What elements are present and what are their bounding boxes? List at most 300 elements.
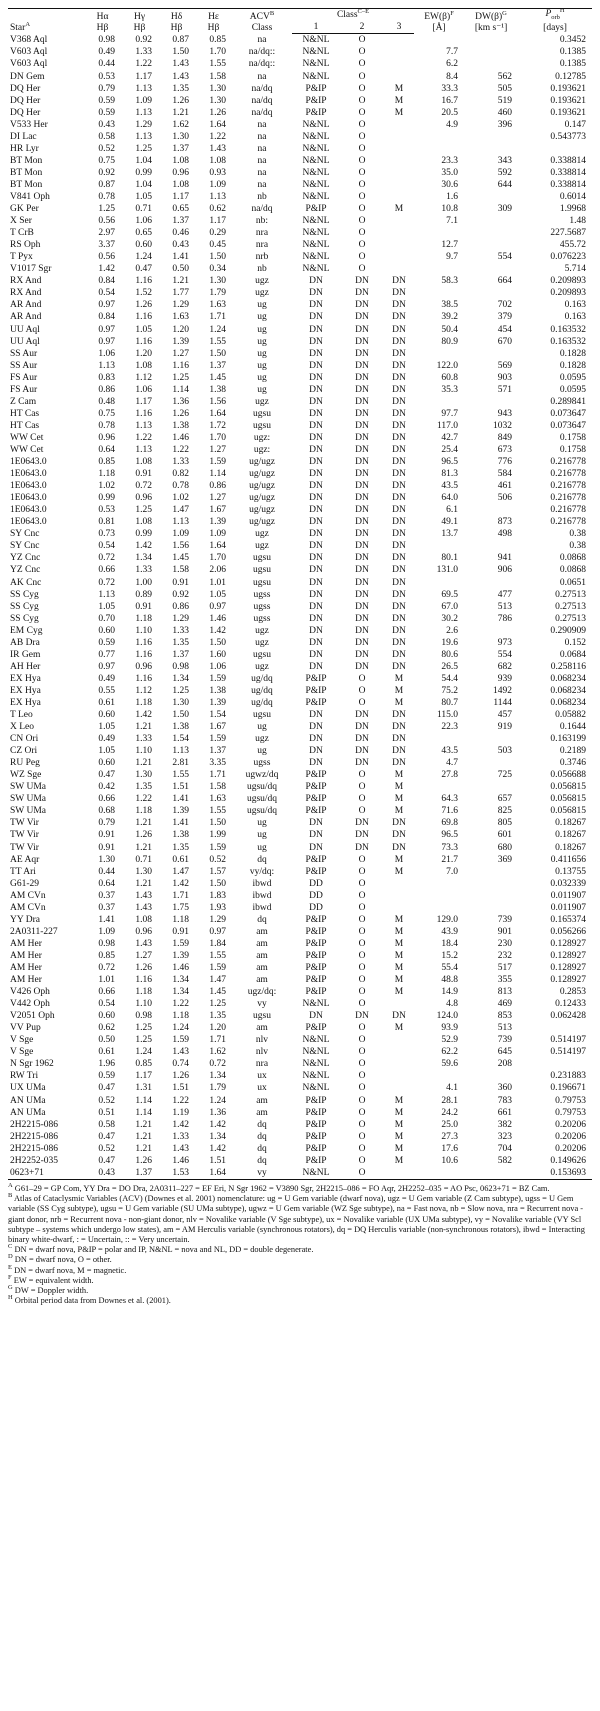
cell-star: IR Gem <box>10 649 41 660</box>
cell-hd: 1.37 <box>172 216 189 227</box>
table-body <box>8 34 592 1179</box>
cell-class2: DN <box>355 432 369 443</box>
cell-he: 1.43 <box>209 143 226 154</box>
cell-dw: 813 <box>497 987 513 998</box>
cell-hd: 1.43 <box>172 59 189 70</box>
table-row <box>8 360 592 372</box>
note-marker: G <box>8 1284 13 1292</box>
cell-star: AN UMa <box>10 1107 46 1118</box>
cell-acv: ug/dq <box>251 685 273 696</box>
cell-ew: 62.2 <box>441 1047 459 1058</box>
cell-he: 1.45 <box>209 372 226 383</box>
cell-porb: 0.1644 <box>559 722 587 733</box>
cell-acv: dq <box>257 1131 267 1142</box>
cell-class1: DN <box>309 625 323 636</box>
cell-class2: DN <box>355 625 369 636</box>
cell-he: 0.45 <box>209 240 226 251</box>
cell-he: 0.29 <box>209 228 226 239</box>
cell-class1: P&IP <box>305 1119 327 1130</box>
cell-star: SY Cnc <box>10 529 40 540</box>
cell-acv: ugss <box>253 758 271 769</box>
table-row <box>8 1082 592 1094</box>
cell-class2: O <box>358 1023 366 1034</box>
cell-ha: 0.70 <box>98 613 115 624</box>
cell-class3: M <box>394 1119 404 1130</box>
cell-ha: 0.42 <box>98 782 115 793</box>
cell-acv: na <box>257 131 267 142</box>
cell-he: 0.97 <box>209 926 226 937</box>
cell-he: 1.58 <box>209 782 226 793</box>
cell-class1: P&IP <box>305 1023 327 1034</box>
cell-ha: 0.44 <box>98 59 115 70</box>
cell-ew <box>414 1167 464 1180</box>
cell-class1: P&IP <box>305 854 327 865</box>
table-row <box>8 878 592 890</box>
cell-he: 0.52 <box>209 854 226 865</box>
cell-ew: 69.8 <box>441 818 459 829</box>
cell-he: 1.39 <box>209 517 226 528</box>
cell-hg: 1.16 <box>135 408 152 419</box>
table-row <box>8 384 592 396</box>
cell-class1: N&NL <box>302 119 330 130</box>
cell-class3: DN <box>392 420 406 431</box>
table-row <box>8 528 592 540</box>
cell-class1: DD <box>309 890 323 901</box>
cell-ha: 1.09 <box>98 926 115 937</box>
cell-class3: M <box>394 806 404 817</box>
cell-porb: 0.514197 <box>550 1047 587 1058</box>
cell-star: FS Aur <box>10 384 38 395</box>
cell-class3: DN <box>392 517 406 528</box>
cell-hd: 0.46 <box>172 228 189 239</box>
cell-porb: 0.062428 <box>550 1011 587 1022</box>
cell-ha: 0.55 <box>98 685 115 696</box>
cell-class3: M <box>394 1023 404 1034</box>
cell-class1: DN <box>309 722 323 733</box>
cell-dw: 469 <box>497 999 513 1010</box>
cell-class1: P&IP <box>305 1095 327 1106</box>
cell-ew <box>414 577 464 589</box>
cell-class3: M <box>394 770 404 781</box>
cell-class1: P&IP <box>305 1131 327 1142</box>
cell-hg: 1.22 <box>135 794 152 805</box>
table-row <box>8 1107 592 1119</box>
cell-class1: P&IP <box>305 697 327 708</box>
cell-class3: DN <box>392 360 406 371</box>
table-row <box>8 215 592 227</box>
cell-hd: 0.82 <box>172 469 189 480</box>
cell-he: 1.22 <box>209 131 226 142</box>
cell-porb: 0.231883 <box>550 1071 587 1082</box>
cell-ew: 59.6 <box>441 1059 459 1070</box>
table-row <box>8 311 592 323</box>
cell-hg: 1.33 <box>135 565 152 576</box>
cell-dw <box>464 58 518 70</box>
cell-porb: 0.056688 <box>550 770 587 781</box>
cell-star: 1E0643.0 <box>10 493 47 504</box>
cell-class1: P&IP <box>305 685 327 696</box>
table-row <box>8 950 592 962</box>
cell-star: WZ Sge <box>10 770 42 781</box>
cell-class2: DN <box>355 830 369 841</box>
cell-dw <box>464 46 518 58</box>
cell-porb: 0.27513 <box>555 589 587 600</box>
cell-star: WW Cet <box>10 444 44 455</box>
cell-hd: 0.91 <box>172 926 189 937</box>
cell-he: 1.37 <box>209 360 226 371</box>
table-row <box>8 902 592 914</box>
cell-he: 1.72 <box>209 420 226 431</box>
cell-acv: am <box>256 1023 268 1034</box>
cell-dw: 943 <box>497 408 513 419</box>
table-note <box>8 1194 592 1245</box>
cell-he: 1.55 <box>209 336 226 347</box>
cell-acv: dq <box>257 1119 267 1130</box>
cell-class3: DN <box>392 300 406 311</box>
cell-hg: 1.08 <box>135 360 152 371</box>
cell-hg: 1.08 <box>135 457 152 468</box>
cell-ew: 17.6 <box>441 1143 459 1154</box>
cell-dw: 682 <box>497 661 513 672</box>
cell-star: SW UMa <box>10 782 46 793</box>
cell-hd: 1.25 <box>172 685 189 696</box>
cell-ha: 1.05 <box>98 746 115 757</box>
cell-he: 2.06 <box>209 565 226 576</box>
table-row <box>8 854 592 866</box>
cell-class3: M <box>394 950 404 961</box>
cell-acv: ugsu/dq <box>246 806 278 817</box>
cell-he: 1.58 <box>209 71 226 82</box>
cell-class2: DN <box>355 661 369 672</box>
cell-ew: 25.0 <box>441 1119 459 1130</box>
cell-class1: DN <box>309 565 323 576</box>
cell-he: 1.34 <box>209 1131 226 1142</box>
cell-he: 1.42 <box>209 625 226 636</box>
cell-class3: DN <box>392 601 406 612</box>
cell-ew: 28.1 <box>441 1095 459 1106</box>
cell-star: UU Aql <box>10 324 40 335</box>
cell-class2: O <box>358 167 366 178</box>
cell-star: EX Hya <box>10 673 41 684</box>
cell-ew: 7.7 <box>446 47 459 58</box>
cell-hd: 1.56 <box>172 541 189 552</box>
cell-ha: 0.91 <box>98 830 115 841</box>
cell-class1: DN <box>309 541 323 552</box>
cell-class3 <box>384 1082 414 1094</box>
cell-class2: O <box>358 143 366 154</box>
cell-he: 1.55 <box>209 806 226 817</box>
cell-he: 1.36 <box>209 1107 226 1118</box>
cell-he: 1.67 <box>209 722 226 733</box>
cell-star: BT Mon <box>10 167 43 178</box>
cell-hg: 0.60 <box>135 240 152 251</box>
cell-hg: 1.16 <box>135 312 152 323</box>
cell-star: AB Dra <box>10 637 40 648</box>
cell-porb: 0.216778 <box>550 493 587 504</box>
table-row <box>8 1010 592 1022</box>
cell-ew <box>414 131 464 143</box>
cell-ha: 0.60 <box>98 758 115 769</box>
cell-star: SS Aur <box>10 348 38 359</box>
cell-acv: na/dq <box>251 83 273 94</box>
cell-hd: 0.50 <box>172 264 189 275</box>
cell-dw: 973 <box>497 637 513 648</box>
cell-acv: ugsu/dq <box>246 782 278 793</box>
cell-porb: 0.411656 <box>550 854 587 865</box>
cell-hg: 1.42 <box>135 541 152 552</box>
cell-porb: 0.12785 <box>555 71 587 82</box>
cell-porb: 0.290909 <box>550 625 587 636</box>
cell-dw <box>464 215 518 227</box>
cell-dw <box>464 348 518 360</box>
cell-porb: 0.068234 <box>550 673 587 684</box>
cell-ha: 0.77 <box>98 649 115 660</box>
cell-acv: ugz <box>255 637 269 648</box>
cell-dw <box>464 890 518 902</box>
cell-class3 <box>384 71 414 83</box>
cell-class2: O <box>358 963 366 973</box>
cell-ew: 4.8 <box>446 999 459 1010</box>
cell-star: 1E0643.0 <box>10 457 47 468</box>
cell-hg: 1.04 <box>135 179 152 190</box>
cell-ew: 19.6 <box>441 637 459 648</box>
cell-star: BT Mon <box>10 155 43 166</box>
cell-hd: 1.59 <box>172 938 189 949</box>
cell-acv: nra <box>255 240 269 251</box>
cell-class2: O <box>358 47 366 58</box>
cell-dw: 562 <box>497 71 513 82</box>
table-row <box>8 179 592 191</box>
table-notes <box>8 1184 592 1306</box>
cell-ha: 2.97 <box>98 228 115 239</box>
cell-hd: 1.42 <box>172 878 189 889</box>
cell-acv: ug <box>257 830 267 841</box>
table-row <box>8 1058 592 1070</box>
cell-hd: 1.46 <box>172 1155 189 1166</box>
cell-class2: O <box>358 216 366 227</box>
cell-class3: DN <box>392 396 406 407</box>
cell-class3 <box>384 239 414 251</box>
cell-class2: DN <box>355 601 369 612</box>
cell-acv: na/dq <box>251 204 273 215</box>
cell-ha: 0.60 <box>98 625 115 636</box>
cell-porb: 0.209893 <box>550 276 587 287</box>
cell-hg: 0.96 <box>135 493 152 504</box>
cell-he: 0.34 <box>209 264 226 275</box>
cell-ew: 18.4 <box>441 938 459 949</box>
cell-hd: 1.59 <box>172 1035 189 1046</box>
cell-acv: ug <box>257 336 267 347</box>
cell-acv: am <box>256 963 268 973</box>
cell-hg: 1.00 <box>135 577 152 588</box>
cell-ew: 122.0 <box>436 360 459 371</box>
cell-ha: 0.64 <box>98 878 115 889</box>
cell-class2: DN <box>355 505 369 516</box>
cell-class2: DN <box>355 613 369 624</box>
cell-star: DQ Her <box>10 95 41 106</box>
table-row <box>8 926 592 938</box>
table-row <box>8 468 592 480</box>
cell-dw: 725 <box>497 770 513 781</box>
cell-dw <box>464 577 518 589</box>
cell-acv: na/dq:: <box>248 59 276 70</box>
cell-dw <box>464 781 518 793</box>
cell-dw: 644 <box>497 179 513 190</box>
cell-ew: 39.2 <box>441 312 459 323</box>
cell-ew <box>414 34 464 47</box>
cell-hg: 1.05 <box>135 192 152 202</box>
cell-dw: 454 <box>497 324 513 335</box>
cell-class2: O <box>340 1167 384 1180</box>
cell-class3: DN <box>392 457 406 468</box>
cell-he: 3.35 <box>209 758 226 769</box>
cell-class1: P&IP <box>305 950 327 961</box>
cell-ha: 0.79 <box>98 818 115 829</box>
cell-hg: 1.14 <box>135 1095 152 1106</box>
cell-hg: 1.33 <box>135 47 152 58</box>
cell-ew: 96.5 <box>441 457 459 468</box>
cell-hd: 1.50 <box>172 47 189 58</box>
cell-hg: 1.10 <box>135 999 152 1010</box>
cell-hd: 1.42 <box>172 1119 189 1130</box>
cell-acv: na <box>257 179 267 190</box>
cell-porb: 0.076223 <box>550 252 587 263</box>
cell-hd: 1.16 <box>172 360 189 371</box>
cell-hg: 1.17 <box>135 396 152 407</box>
cell-ha: 0.62 <box>98 1023 115 1034</box>
cell-he: 1.46 <box>209 613 226 624</box>
cell-hd: 1.53 <box>158 1167 195 1180</box>
note-marker: H <box>8 1294 13 1302</box>
cell-class1: DN <box>309 360 323 371</box>
cell-class1: N&NL <box>302 1047 330 1058</box>
cell-class2: DN <box>355 842 369 853</box>
cell-class1: DN <box>309 613 323 624</box>
cell-star: HT Cas <box>10 408 40 419</box>
cell-star: WW Cet <box>10 432 44 443</box>
cell-hg: 1.09 <box>135 95 152 106</box>
cell-hg: 1.24 <box>135 1047 152 1058</box>
cell-ew: 15.2 <box>441 950 459 961</box>
cell-class3: DN <box>392 818 406 829</box>
cell-he: 1.24 <box>209 324 226 335</box>
cell-porb: 0.149626 <box>550 1155 587 1166</box>
note-marker: F <box>8 1274 12 1282</box>
cell-star: DQ Her <box>10 83 41 94</box>
cell-hd: 1.08 <box>172 179 189 190</box>
cell-he: 1.64 <box>209 541 226 552</box>
cell-acv: ugsu <box>253 577 271 588</box>
cell-ew <box>414 878 464 890</box>
cell-he: 1.63 <box>209 794 226 805</box>
cell-star: X Ser <box>10 216 32 227</box>
cell-dw: 939 <box>497 673 513 684</box>
cell-acv: nlv <box>255 1035 269 1046</box>
cell-he: 1.70 <box>209 432 226 443</box>
cell-ew <box>414 227 464 239</box>
cell-class2: O <box>358 83 366 94</box>
cell-ew: 64.3 <box>441 794 459 805</box>
cell-hg: 1.16 <box>135 975 152 986</box>
cell-ew: 7.1 <box>446 216 459 227</box>
cell-acv: nlv <box>255 1047 269 1058</box>
cell-class1: DD <box>309 878 323 889</box>
cell-ha: 1.06 <box>98 348 115 359</box>
cell-star: X Leo <box>10 722 35 733</box>
cell-class3: DN <box>392 613 406 624</box>
cell-star: V Sge <box>10 1035 34 1046</box>
cell-class2: O <box>358 1047 366 1058</box>
cell-he: 1.14 <box>209 469 226 480</box>
cell-he: 1.01 <box>209 577 226 588</box>
cell-acv: na <box>257 143 267 154</box>
cell-star: V603 Aql <box>10 59 48 70</box>
cell-dw: 873 <box>497 517 513 528</box>
table-row <box>8 504 592 516</box>
cell-class3 <box>384 155 414 167</box>
cell-porb: 0.073647 <box>550 408 587 419</box>
cell-hg: 1.22 <box>135 59 152 70</box>
cell-ha: 0.72 <box>98 577 115 588</box>
cell-dw: 903 <box>497 372 513 383</box>
cell-ha: 0.50 <box>98 1035 115 1046</box>
cell-hd: 1.58 <box>172 565 189 576</box>
cell-he: 1.59 <box>209 963 226 973</box>
cell-class3: M <box>394 987 404 998</box>
cell-class2: O <box>358 697 366 708</box>
cell-hg: 1.17 <box>135 1071 152 1082</box>
cell-class2: DN <box>355 758 369 769</box>
cell-porb: 0.209893 <box>550 288 587 299</box>
cell-ew <box>414 733 464 745</box>
cell-he: 1.13 <box>209 192 226 202</box>
cell-star: EX Hya <box>10 697 41 708</box>
cell-hg: 1.21 <box>135 722 152 733</box>
cell-ha: 0.53 <box>98 505 115 516</box>
cell-class3: DN <box>392 710 406 721</box>
cell-acv: ugwz/dq <box>245 770 279 781</box>
cell-class1: P&IP <box>305 83 327 94</box>
note-text: Orbital period data from Downes et al. (2001). <box>14 1296 171 1306</box>
cell-dw <box>464 143 518 155</box>
cell-ew <box>414 348 464 360</box>
cell-porb: 0.1758 <box>559 444 587 455</box>
cell-hd: 1.18 <box>172 1011 189 1022</box>
cell-hg: 1.16 <box>135 336 152 347</box>
cell-porb: 0.18267 <box>555 842 587 853</box>
cell-porb: 455.72 <box>559 240 587 251</box>
cell-class3: M <box>394 794 404 805</box>
cell-porb: 0.193621 <box>550 83 587 94</box>
cell-ha: 0.78 <box>98 420 115 431</box>
cell-hd: 1.43 <box>172 1143 189 1154</box>
table-row <box>8 589 592 601</box>
cell-hd: 1.14 <box>172 384 189 395</box>
cell-ew: 69.5 <box>441 589 459 600</box>
cell-porb: 0.056266 <box>550 926 587 937</box>
cell-class3 <box>384 179 414 191</box>
table-row <box>8 516 592 528</box>
cell-ew: 25.4 <box>441 444 459 455</box>
cell-hd: 2.81 <box>172 758 189 769</box>
cell-star: VV Pup <box>10 1023 41 1034</box>
cell-class2: DN <box>355 589 369 600</box>
cell-class2: DN <box>355 276 369 287</box>
cell-porb: 0.193621 <box>550 107 587 118</box>
note-text: DN = dwarf nova, P&IP = polar and IP, N&NL = nova and NL, DD = double degenerate. <box>14 1245 314 1255</box>
cell-class1: DN <box>309 710 323 721</box>
cell-hg: 0.99 <box>135 167 152 178</box>
